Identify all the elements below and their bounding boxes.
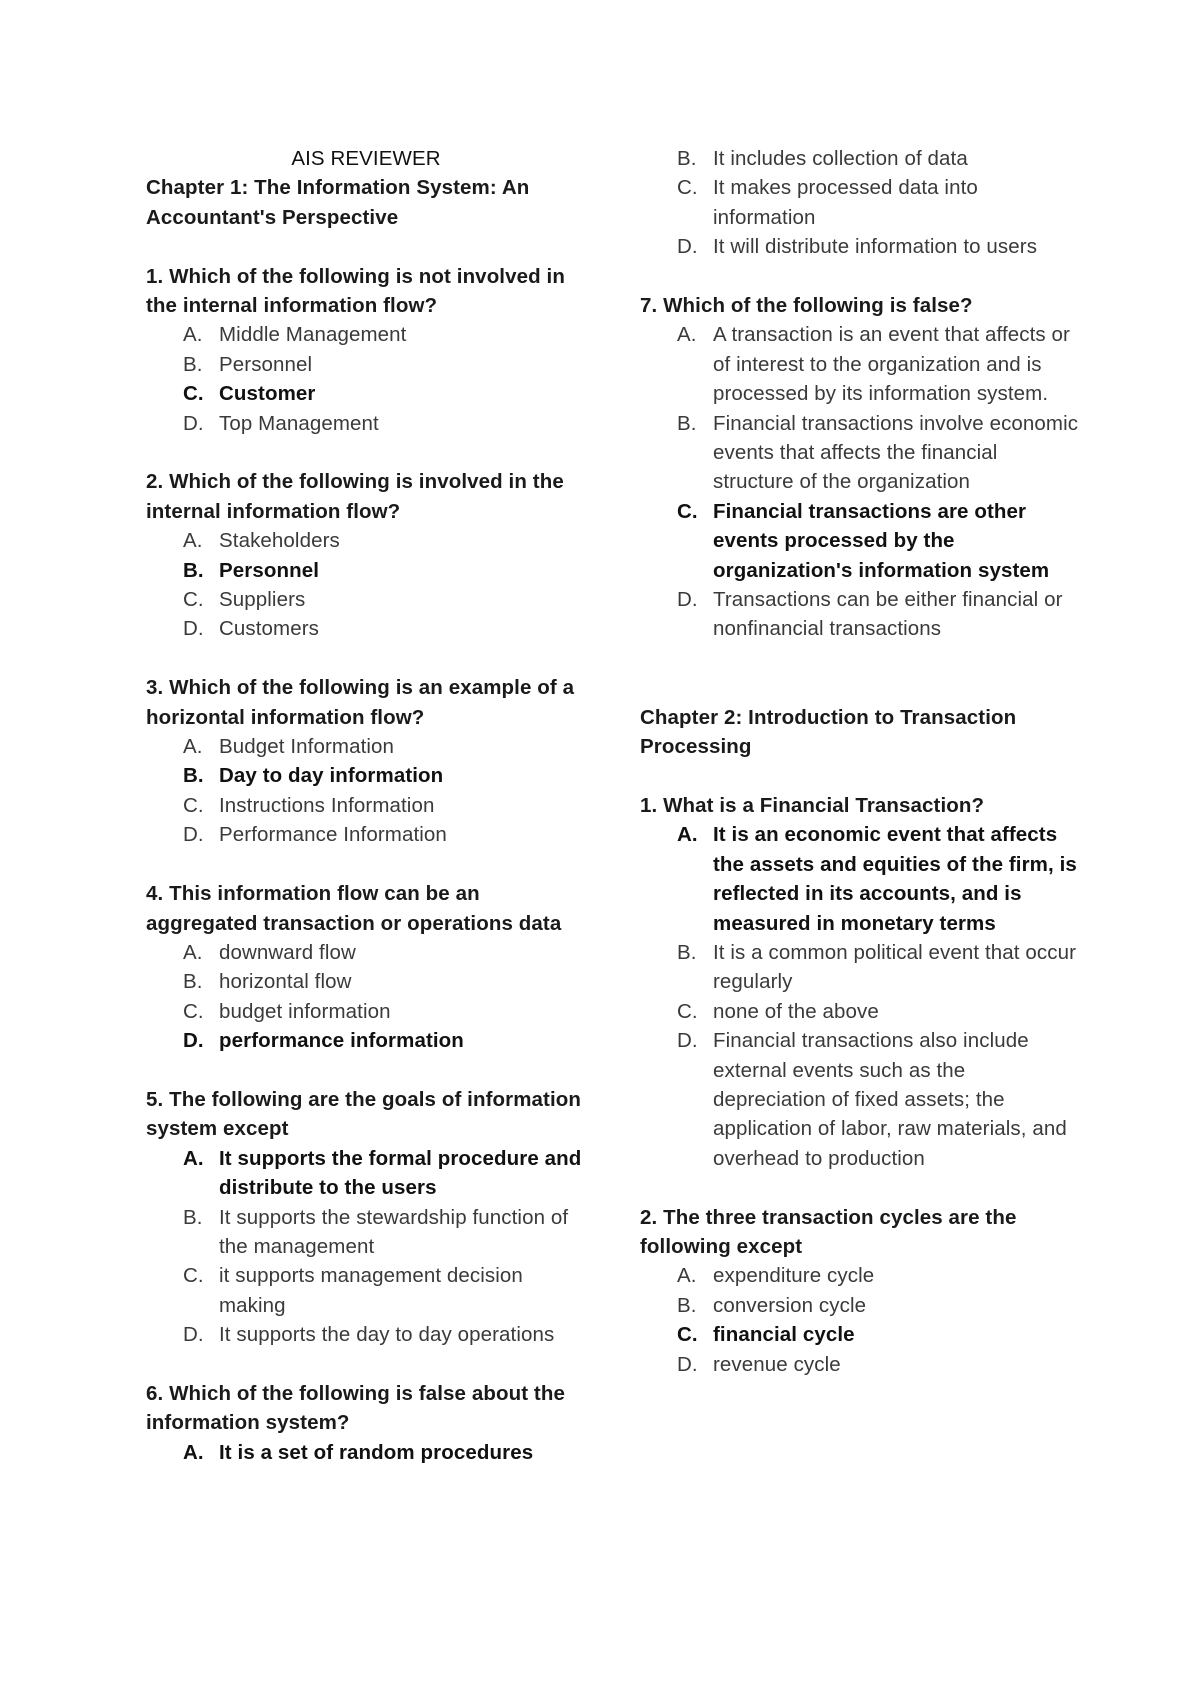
option-letter: C. — [677, 999, 698, 1023]
left-column — [146, 144, 586, 1467]
option-letter: D. — [677, 1029, 698, 1053]
question-6-continued — [640, 144, 1080, 262]
option-letter: C. — [677, 1323, 698, 1347]
option-item — [146, 526, 586, 555]
option-letter: A. — [183, 1440, 204, 1464]
options-list — [146, 938, 586, 1056]
options-list — [146, 320, 586, 438]
option-text: Suppliers — [219, 588, 306, 612]
option-letter: D. — [183, 1323, 204, 1347]
option-item — [146, 409, 586, 438]
option-text: none of the above — [713, 999, 879, 1023]
option-item-answer — [146, 556, 586, 585]
question-text: 2. The three transaction cycles are the following except — [640, 1205, 1017, 1258]
option-text: It makes processed data into information — [713, 176, 978, 229]
option-letter: D. — [677, 1352, 698, 1376]
chapter-2-heading: Chapter 2: Introduction to Transaction Processing — [640, 705, 1017, 759]
question-7 — [640, 291, 1080, 644]
option-text: performance information — [219, 1029, 464, 1053]
option-text: It supports the day to day operations — [219, 1323, 555, 1347]
option-item-answer — [640, 820, 1080, 938]
option-text: It is a common political event that occur regularly — [713, 940, 1077, 994]
chapter-1-heading: Chapter 1: The Information System: An Accountant's Perspective — [146, 176, 530, 229]
option-text: financial cycle — [713, 1323, 855, 1347]
option-letter: B. — [183, 352, 203, 376]
option-item — [640, 585, 1080, 644]
option-letter: C. — [677, 499, 698, 523]
question-text: 4. This information flow can be an aggregated transaction or operations data — [146, 882, 562, 935]
chapter-2-question-1 — [640, 791, 1080, 1173]
option-letter: B. — [677, 147, 697, 170]
option-text: Customers — [219, 617, 320, 641]
option-item-answer — [640, 1320, 1080, 1349]
option-item-answer — [146, 379, 586, 408]
question-3 — [146, 673, 586, 849]
option-text: Financial transactions involve economic events that affects the financial structure of the organization — [713, 411, 1079, 494]
option-item-answer — [146, 1144, 586, 1203]
chapter-2-question-2 — [640, 1203, 1080, 1379]
option-letter: A. — [183, 940, 203, 964]
option-text: Instructions Information — [219, 793, 435, 817]
option-letter: B. — [677, 1293, 697, 1317]
option-item — [146, 938, 586, 967]
right-column — [640, 144, 1080, 1379]
option-text: It supports the stewardship function of the management — [219, 1205, 569, 1258]
question-text: 2. Which of the following is involved in the internal information flow? — [146, 470, 564, 523]
options-list — [146, 732, 586, 850]
options-list — [640, 144, 1080, 262]
options-list — [146, 1438, 586, 1467]
option-letter: B. — [677, 411, 697, 435]
question-text: 5. The following are the goals of information system except — [146, 1087, 582, 1141]
option-item — [146, 791, 586, 820]
option-text: Top Management — [219, 411, 379, 435]
option-text: Middle Management — [219, 323, 407, 347]
option-item-answer — [146, 1438, 586, 1467]
options-list — [640, 820, 1080, 1173]
option-letter: D. — [183, 411, 204, 435]
option-item — [146, 1203, 586, 1262]
option-item-answer — [146, 761, 586, 790]
option-item-answer — [640, 497, 1080, 585]
option-letter: A. — [677, 1264, 697, 1288]
option-text: Personnel — [219, 558, 320, 582]
option-letter: C. — [183, 1264, 204, 1288]
option-letter: B. — [183, 970, 203, 994]
option-text: Transactions can be either financial or nonfinancial transactions — [713, 588, 1063, 641]
option-item — [640, 173, 1080, 232]
question-text: 1. What is a Financial Transaction? — [640, 793, 985, 817]
option-text: It is a set of random procedures — [219, 1440, 534, 1464]
option-text: Stakeholders — [219, 529, 340, 553]
option-text: It will distribute information to users — [713, 235, 1038, 259]
option-letter: B. — [677, 940, 697, 964]
option-letter: D. — [677, 235, 698, 259]
option-item — [146, 967, 586, 996]
option-text: Performance Information — [219, 823, 447, 847]
option-item — [146, 1261, 586, 1320]
options-list — [640, 320, 1080, 643]
option-letter: D. — [183, 823, 204, 847]
question-2 — [146, 467, 586, 643]
option-letter: D. — [183, 617, 204, 641]
option-text: revenue cycle — [713, 1352, 841, 1376]
option-item — [146, 350, 586, 379]
option-text: it supports management decision making — [219, 1264, 523, 1317]
option-text: Budget Information — [219, 735, 395, 759]
option-item — [640, 997, 1080, 1026]
option-item — [640, 1261, 1080, 1290]
option-letter: B. — [183, 1205, 203, 1229]
question-text: 7. Which of the following is false? — [640, 294, 973, 318]
question-text: 3. Which of the following is an example of a horizontal information flow? — [146, 676, 575, 729]
option-text: It includes collection of data — [713, 147, 968, 170]
option-text: conversion cycle — [713, 1293, 867, 1317]
options-list — [640, 1261, 1080, 1379]
option-letter: A. — [183, 1146, 204, 1170]
document-title: AIS REVIEWER — [291, 147, 441, 170]
option-item — [640, 1350, 1080, 1379]
option-item — [146, 820, 586, 849]
option-item — [146, 585, 586, 614]
option-letter: C. — [677, 176, 698, 200]
option-letter: A. — [677, 823, 698, 847]
option-item — [640, 232, 1080, 261]
option-item — [146, 1320, 586, 1349]
option-item — [640, 1291, 1080, 1320]
option-text: Day to day information — [219, 764, 444, 788]
option-text: budget information — [219, 999, 391, 1023]
option-letter: D. — [677, 588, 698, 612]
option-letter: C. — [183, 999, 204, 1023]
options-list — [146, 526, 586, 644]
option-item — [640, 144, 1080, 173]
option-letter: A. — [183, 529, 203, 553]
option-item — [640, 1026, 1080, 1173]
option-letter: C. — [183, 793, 204, 817]
question-6 — [146, 1379, 586, 1467]
question-4 — [146, 879, 586, 1055]
option-item — [146, 320, 586, 349]
question-text: 1. Which of the following is not involved in the internal information flow? — [146, 264, 565, 318]
option-text: Personnel — [219, 352, 313, 376]
option-letter: C. — [183, 382, 204, 406]
options-list — [146, 1144, 586, 1350]
option-text: Financial transactions also include external events such as the depreciation of fixed assets; the application of labor, raw materials, and overhead to production — [713, 1029, 1067, 1170]
option-letter: B. — [183, 764, 204, 788]
option-item — [146, 732, 586, 761]
option-letter: A. — [677, 323, 697, 347]
question-5 — [146, 1085, 586, 1350]
option-text: Financial transactions are other events processed by the organization's information system — [713, 499, 1050, 582]
option-text: It is an economic event that affects the assets and equities of the firm, is reflected in its accounts, and is measured in monetary terms — [713, 823, 1077, 935]
option-item — [146, 614, 586, 643]
option-item — [146, 997, 586, 1026]
option-item — [640, 320, 1080, 408]
option-text: A transaction is an event that affects or of interest to the organization and is processed by its information system. — [713, 323, 1070, 406]
option-letter: A. — [183, 323, 203, 347]
question-text: 6. Which of the following is false about the information system? — [146, 1381, 565, 1435]
option-letter: C. — [183, 588, 204, 612]
option-text: Customer — [219, 382, 316, 406]
option-letter: A. — [183, 735, 203, 759]
option-text: downward flow — [219, 940, 356, 964]
option-text: horizontal flow — [219, 970, 352, 994]
option-text: expenditure cycle — [713, 1264, 875, 1288]
option-item-answer — [146, 1026, 586, 1055]
option-item — [640, 938, 1080, 997]
option-item — [640, 409, 1080, 497]
option-text: It supports the formal procedure and distribute to the users — [219, 1146, 582, 1200]
option-letter: D. — [183, 1029, 204, 1053]
option-letter: B. — [183, 558, 204, 582]
question-1 — [146, 262, 586, 438]
